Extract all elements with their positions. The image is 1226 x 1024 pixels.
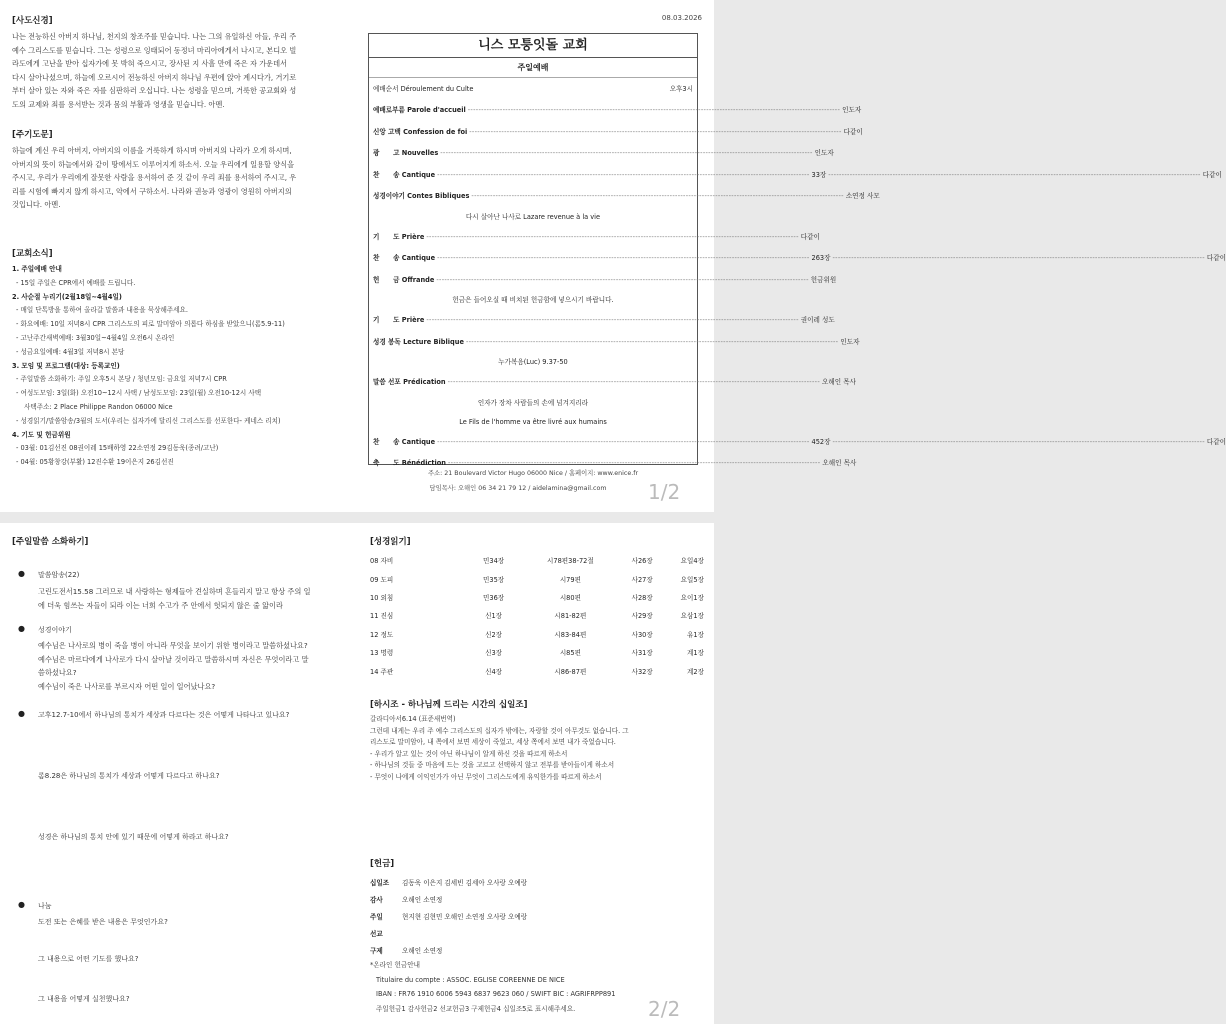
worship-item	[373, 248, 1226, 270]
reading-cell: 민36장	[483, 593, 505, 602]
worship-item	[373, 332, 860, 354]
prayer-line: 것입니다. 아멘.	[12, 200, 61, 209]
news-item: - 성금요일예배: 4월3일 저녁8시 본당	[16, 347, 125, 356]
reading-cell: 시85편	[559, 649, 581, 658]
reading-cell: 계2장	[687, 667, 704, 676]
offering-names: 김동욱 이은지 김세빈 김세아 오사랑 오예랑	[402, 878, 528, 887]
worship-item-leader: 다같이	[1206, 254, 1226, 262]
leader-dots: -------------------------------------------------------------------------------------------------------------------------------------------	[469, 127, 842, 136]
worship-item-label: 예배로부름 Parole d'accueil	[373, 106, 466, 114]
reading-cell: 신4장	[485, 667, 503, 676]
news-item: - 주일말씀 소화하기: 주일 오후5시 본당 / 청년모임: 금요일 저녁7시 CPR	[16, 375, 227, 384]
worship-item	[373, 143, 834, 165]
bible-story-line: 예수님은 나사로의 병이 죽을 병이 아니라 무엇을 보이기 위한 병이라고 말씀하셨나요?	[38, 641, 308, 650]
account-holder: Titulaire du compte : ASSOC. EGLISE COREENNE DE NICE	[376, 975, 565, 984]
worship-item-leader: 다같이	[1202, 170, 1222, 179]
news-item: - 여성도모임: 3일(화) 오전10~12시 사택 / 남성도모임: 23일(월) 오전10-12시 사택	[16, 389, 262, 398]
leader-dots: -------------------------------------------------------------------------------------------------------------------------------------------	[426, 232, 799, 241]
lords-prayer-title: [주기도문]	[12, 130, 53, 140]
service-name: 주일예배	[369, 58, 697, 78]
reading-cell: 사29장	[631, 612, 653, 621]
reading-cell: 요일5장	[680, 575, 704, 584]
creed-title: [사도신경]	[12, 16, 53, 26]
prayer-line: 아버지의 뜻이 하늘에서와 같이 땅에서도 이루어지게 하소서. 오늘 우리에게 일용할 양식을	[12, 159, 295, 169]
leader-dots: -------------------------------------------------------------------------------------------------------------------------------------------	[447, 378, 821, 386]
offering-names: 오해인 소연정	[402, 895, 443, 904]
worship-note: 누가복음(Luc) 9.37-50	[498, 358, 568, 366]
leader-dots: -------------------------------------------------------------------------------------------------------------------------------------------	[437, 437, 810, 446]
reading-row	[370, 551, 704, 569]
bulletin-page-2	[0, 523, 714, 1024]
reading-cell: 시80편	[559, 593, 581, 602]
reading-cell: 유1장	[687, 630, 704, 639]
sharing-q3: 그 내용을 어떻게 실천했나요?	[38, 995, 130, 1003]
worship-item-leader: 권이레 성도	[800, 316, 835, 324]
creed-line: 예수 그리스도를 믿습니다. 그는 성령으로 잉태되어 동정녀 마리아에게서 나시고, 본디오 빌	[12, 45, 297, 55]
offering-row	[370, 907, 704, 924]
worship-item-label: 헌 금 Offrande	[373, 275, 435, 284]
online-offering-label: *온라인 헌금안내	[370, 961, 420, 969]
creed-line: 라도에게 고난을 받아 십자가에 못 박혀 죽으시고, 장사된 지 사흘 만에 죽은 자 가운데서	[12, 59, 287, 68]
worship-item	[373, 270, 837, 292]
worship-item-label: 축 도 Bénédiction	[373, 459, 446, 467]
news-item: 사택주소: 2 Place Philippe Randon 06000 Nice	[24, 402, 173, 411]
worship-item-label: 성경 봉독 Lecture Biblique	[373, 337, 464, 346]
reading-cell: 사32장	[631, 667, 653, 676]
worship-item	[373, 122, 863, 144]
offering-type: 감사	[370, 895, 383, 904]
meditation-text	[370, 714, 704, 784]
offering-row	[370, 890, 704, 907]
bullet-icon: ●	[18, 900, 25, 909]
leader-dots: -------------------------------------------------------------------------------------------------------------------------------------------	[832, 254, 1205, 262]
offering-names: 현지현 김현민 오해인 소연정 오사랑 오예랑	[402, 912, 528, 921]
offering-row	[370, 941, 704, 958]
church-news-section	[12, 247, 357, 470]
worship-item-label: 찬 송 Cantique	[373, 170, 436, 179]
meditation-line: - 하나님의 것들 중 마음에 드는 것을 고르고 선택하지 않고 전부를 받아들이게 하소서	[370, 761, 615, 770]
reading-cell: 요이1장	[680, 593, 704, 602]
sharing-title: 나눔	[38, 902, 52, 910]
reading-cell: 09 도피	[370, 575, 394, 584]
worship-item	[373, 372, 856, 394]
page-number: 2/2	[648, 997, 681, 1021]
offering-list	[370, 873, 704, 958]
leader-dots: -------------------------------------------------------------------------------------------------------------------------------------------	[426, 316, 799, 324]
leader-dots: -------------------------------------------------------------------------------------------------------------------------------------------	[828, 170, 1201, 179]
creed-section	[12, 14, 357, 111]
reading-row	[370, 569, 704, 587]
offering-type: 주일	[370, 912, 383, 921]
worship-item	[373, 186, 880, 208]
reading-cell: 민34장	[483, 557, 505, 566]
worship-item-leader: 헌금위원	[810, 275, 837, 284]
reading-cell: 요삼1장	[680, 612, 704, 621]
church-name: 니스 모퉁잇돌 교회	[369, 34, 697, 58]
offering-row	[370, 873, 704, 890]
meditation-section	[370, 698, 704, 784]
worship-item-label: 신앙 고백 Confession de foi	[373, 127, 468, 136]
creed-line: 나는 전능하신 아버지 하나님, 천지의 창조주를 믿습니다. 나는 그의 유일하신 아들, 우리 주	[12, 32, 297, 41]
question-rule: 성경은 하나님의 통치 안에 있기 때문에 어떻게 하라고 하나요?	[38, 833, 229, 841]
hymn-number: 33장	[811, 170, 827, 179]
offering-section	[370, 857, 704, 1015]
reading-cell: 사26장	[631, 557, 653, 566]
reading-row	[370, 625, 704, 643]
worship-item-label: 기 도 Prière	[373, 232, 425, 241]
worship-item-label: 기 도 Prière	[373, 316, 425, 324]
offering-title: [헌금]	[370, 859, 395, 869]
prayer-line: 리를 시험에 빠지지 않게 하시고, 악에서 구하소서. 나라와 권능과 영광이 영원히 아버지의	[12, 186, 292, 196]
worship-item-label: 성경이야기 Contes Bibliques	[373, 192, 470, 200]
worship-note: 다시 살아난 나사로 Lazare revenue à la vie	[465, 212, 601, 221]
reading-cell: 13 명령	[370, 649, 394, 658]
reading-cell: 12 정도	[370, 630, 394, 639]
worship-item-leader: 오해인 목사	[822, 459, 857, 467]
bullet-icon: ●	[18, 569, 25, 578]
news-item: - 04월: 05황창강(부활) 12진수환 19이은지 26김선진	[16, 458, 174, 467]
news-item: - 매일 단톡방을 통하여 올라갈 말씀과 내용을 묵상해주세요.	[16, 306, 189, 315]
memory-verse-line: 고린도전서15.58 그러므로 내 사랑하는 형제들아 견실하며 흔들리지 말고 항상 주의 일	[38, 587, 311, 596]
leader-dots: -------------------------------------------------------------------------------------------------------------------------------------------	[465, 337, 839, 346]
worship-item	[373, 227, 820, 249]
reading-row	[370, 606, 704, 624]
worship-note: 인자가 장차 사람들의 손에 넘겨지리라	[477, 398, 589, 407]
meditation-line: 갈라디아서6.14 (표준새번역)	[370, 715, 456, 723]
reading-row	[370, 661, 704, 679]
reading-cell: 시83-84편	[554, 630, 587, 639]
worship-item-leader: 다같이	[1206, 437, 1226, 446]
church-address: 주소: 21 Boulevard Victor Hugo 06000 Nice / 홈페이지: www.enice.fr	[427, 470, 639, 477]
church-news-title: [교회소식]	[12, 249, 53, 259]
worship-item	[373, 310, 835, 332]
bible-reading-table	[370, 551, 704, 680]
reading-cell: 신2장	[485, 630, 503, 639]
page-number: 1/2	[648, 480, 681, 504]
worship-item	[373, 165, 1222, 187]
worship-order-box	[368, 33, 1226, 467]
bullet-icon: ●	[18, 709, 25, 718]
meditation-line: 그런데 내게는 우리 주 예수 그리스도의 십자가 밖에는, 자랑할 것이 아무것도 없습니다. 그	[370, 726, 629, 735]
question-2cor: 고후12.7-10에서 하나님의 통치가 세상과 다르다는 것은 어떻게 나타나고 있나요?	[38, 711, 290, 719]
offering-note: 주일헌금1 감사헌금2 선교헌금3 구제헌금4 십일조5로 표시해주세요.	[376, 1004, 576, 1013]
sharing-q1: 도전 또는 은혜를 받은 내용은 무엇인가요?	[38, 918, 168, 926]
reading-cell: 10 외침	[370, 593, 394, 602]
meditation-line: - 우리가 알고 있는 것이 아닌 하나님이 알게 하신 것을 따르게 하소서	[370, 749, 568, 758]
leader-dots: -------------------------------------------------------------------------------------------------------------------------------------------	[448, 459, 821, 467]
prayer-line: 하늘에 계신 우리 아버지, 아버지의 이름을 거룩하게 하시며 아버지의 나라가 오게 하시며,	[12, 146, 292, 155]
worship-order-header	[373, 78, 693, 100]
news-item: 1. 주일예배 안내	[12, 265, 62, 273]
worship-item-label: 광 고 Nouvelles	[373, 149, 439, 157]
memory-verse-line: 에 더욱 힘쓰는 자들이 되라 이는 너희 수고가 주 안에서 헛되지 않은 줄 앎이라	[38, 600, 283, 610]
worship-item-label: 말씀 선포 Prédication	[373, 378, 446, 386]
reading-cell: 신1장	[485, 612, 503, 621]
worship-item-leader: 인도자	[842, 106, 862, 114]
leader-dots: -------------------------------------------------------------------------------------------------------------------------------------------	[467, 106, 841, 114]
bible-story-line: 예수님은 마르다에게 나사로가 다시 살아날 것이라고 말씀하시며 자신은 무엇이라고 말	[38, 654, 309, 664]
reading-cell: 사27장	[631, 575, 653, 584]
reading-cell: 시81-82편	[554, 612, 587, 621]
creed-line: 부터 살아 있는 자와 죽은 자를 심판하러 오십니다. 나는 성령을 믿으며, 거룩한 공교회와 성	[12, 86, 297, 95]
worship-item-leader: 인도자	[840, 337, 860, 346]
reading-cell: 08 자비	[370, 557, 394, 566]
worship-order-label: 예배순서 Déroulement du Culte	[373, 85, 474, 93]
leader-dots: -------------------------------------------------------------------------------------------------------------------------------------------	[437, 170, 810, 179]
reading-cell: 시79편	[559, 575, 581, 584]
reading-row	[370, 588, 704, 606]
lords-prayer-section	[12, 128, 357, 212]
pastor-contact: 담임목사: 오해인 06 34 21 79 12 / aidelamina@gmail.com	[429, 485, 607, 492]
bible-story-title: 성경이야기	[38, 626, 72, 634]
lords-prayer-text	[12, 144, 357, 212]
worship-item-leader: 다같이	[843, 127, 863, 136]
digest-title: [주일말씀 소화하기]	[12, 537, 89, 547]
worship-item-leader: 다같이	[800, 232, 820, 241]
offering-type: 십일조	[370, 878, 390, 887]
leader-dots: -------------------------------------------------------------------------------------------------------------------------------------------	[832, 437, 1205, 446]
news-item: - 15일 주일은 CPR에서 예배를 드립니다.	[16, 278, 136, 287]
worship-item	[373, 432, 1226, 454]
leader-dots: -------------------------------------------------------------------------------------------------------------------------------------------	[437, 254, 810, 262]
worship-item-leader: 오해인 목사	[822, 378, 856, 386]
news-item: 4. 기도 및 헌금위원	[12, 430, 71, 439]
hymn-number: 452장	[811, 437, 831, 446]
leader-dots: -------------------------------------------------------------------------------------------------------------------------------------------	[436, 275, 809, 284]
reading-cell: 요일4장	[680, 557, 704, 566]
reading-cell: 사31장	[631, 649, 653, 658]
digest-section	[12, 535, 357, 1015]
bible-reading-section	[370, 535, 704, 680]
reading-cell: 민35장	[483, 575, 505, 584]
offering-names: 오해인 소연정	[402, 946, 443, 955]
reading-cell: 시86-87편	[554, 667, 587, 676]
meditation-line: 리스도로 말미암아, 내 쪽에서 보면 세상이 죽었고, 세상 쪽에서 보면 내가 죽었습니다.	[370, 738, 616, 747]
worship-order-list	[373, 100, 1226, 475]
reading-cell: 11 진심	[370, 612, 394, 621]
reading-row	[370, 643, 704, 661]
question-rom: 롬8.28은 하나님의 통치가 세상과 어떻게 다르다고 하나요?	[38, 772, 220, 780]
bullet-icon: ●	[18, 624, 25, 633]
hymn-number: 263장	[811, 254, 831, 262]
memory-verse-title: 말씀암송(22)	[38, 571, 80, 579]
bible-reading-title: [성경읽기]	[370, 537, 411, 547]
reading-cell: 계1장	[687, 649, 704, 658]
creed-text	[12, 30, 357, 111]
news-item: 2. 사순절 누리기(2월18일~4월4일)	[12, 292, 122, 301]
meditation-line: - 무엇이 나에게 이익인가가 아닌 무엇이 그리스도에게 유익한가를 따르게 하소서	[370, 772, 602, 781]
worship-item-label: 찬 송 Cantique	[373, 437, 436, 446]
church-news-list	[12, 263, 357, 470]
offering-row	[370, 924, 704, 941]
reading-cell: 신3장	[485, 649, 503, 658]
worship-item-leader: 인도자	[814, 149, 834, 157]
meditation-title: [하시조 - 하나님께 드리는 시간의 십일조]	[370, 700, 528, 710]
bible-story-line: 예수님이 죽은 나사로를 부르시자 어떤 일이 일어났나요?	[38, 681, 216, 691]
bulletin-date: 08.03.2026	[661, 14, 702, 22]
leader-dots: -------------------------------------------------------------------------------------------------------------------------------------------	[440, 149, 813, 157]
news-item: 3. 모임 및 프로그램(대상: 등록교인)	[12, 361, 120, 370]
sharing-q2: 그 내용으로 어떤 기도를 했나요?	[38, 955, 139, 963]
creed-line: 도의 교제와 죄를 용서받는 것과 몸의 부활과 영생을 믿습니다. 아멘.	[12, 99, 225, 109]
worship-item-label: 찬 송 Cantique	[373, 254, 436, 262]
creed-line: 다시 살아나셨으며, 하늘에 오르시어 전능하신 아버지 하나님 우편에 앉아 계시다가, 거기로	[12, 72, 297, 82]
news-item: - 03월: 01김선진 08권이레 15배하영 22소연정 29김동욱(종려/고난)	[16, 444, 219, 453]
news-item: - 성경읽기/말씀암송/3월의 도서(우리는 십자가에 달리신 그리스도를 선포한다- 케네스 리치)	[16, 416, 281, 425]
reading-cell: 사30장	[631, 630, 653, 639]
worship-item-leader: 소연정 사모	[845, 192, 880, 200]
prayer-line: 주시고, 우리가 우리에게 잘못한 사람을 용서하여 준 것 같이 우리 죄를 용서하여 주시고, 우	[12, 173, 297, 182]
bible-story-line: 씀하셨나요?	[38, 668, 77, 677]
reading-cell: 시78편38-72절	[547, 557, 594, 566]
reading-cell: 사28장	[631, 593, 653, 602]
news-item: - 고난주간새벽예배: 3월30일~4월4일 오전6시 온라인	[16, 333, 175, 342]
worship-note: 헌금은 들어오실 때 비치된 헌금함에 넣으시기 바랍니다.	[452, 296, 614, 304]
bible-story-questions	[38, 639, 358, 693]
news-item: - 화요예배: 10일 저녁8시 CPR 그리스도의 피로 말미암아 의롭다 하심을 받았으니(롬5.9-11)	[16, 320, 285, 329]
leader-dots: -------------------------------------------------------------------------------------------------------------------------------------------	[471, 192, 844, 200]
offering-type: 선교	[370, 929, 383, 938]
worship-item	[373, 100, 862, 122]
memory-verse-text	[38, 585, 358, 612]
iban: IBAN : FR76 1910 6006 5943 6837 9623 060 / SWIFT BIC : AGRIFRPP891	[376, 990, 616, 999]
offering-type: 구제	[370, 946, 383, 955]
worship-time: 오후3시	[669, 85, 693, 93]
reading-cell: 14 주관	[370, 667, 394, 676]
worship-note: Le Fils de l'homme va être livré aux humains	[459, 417, 607, 426]
